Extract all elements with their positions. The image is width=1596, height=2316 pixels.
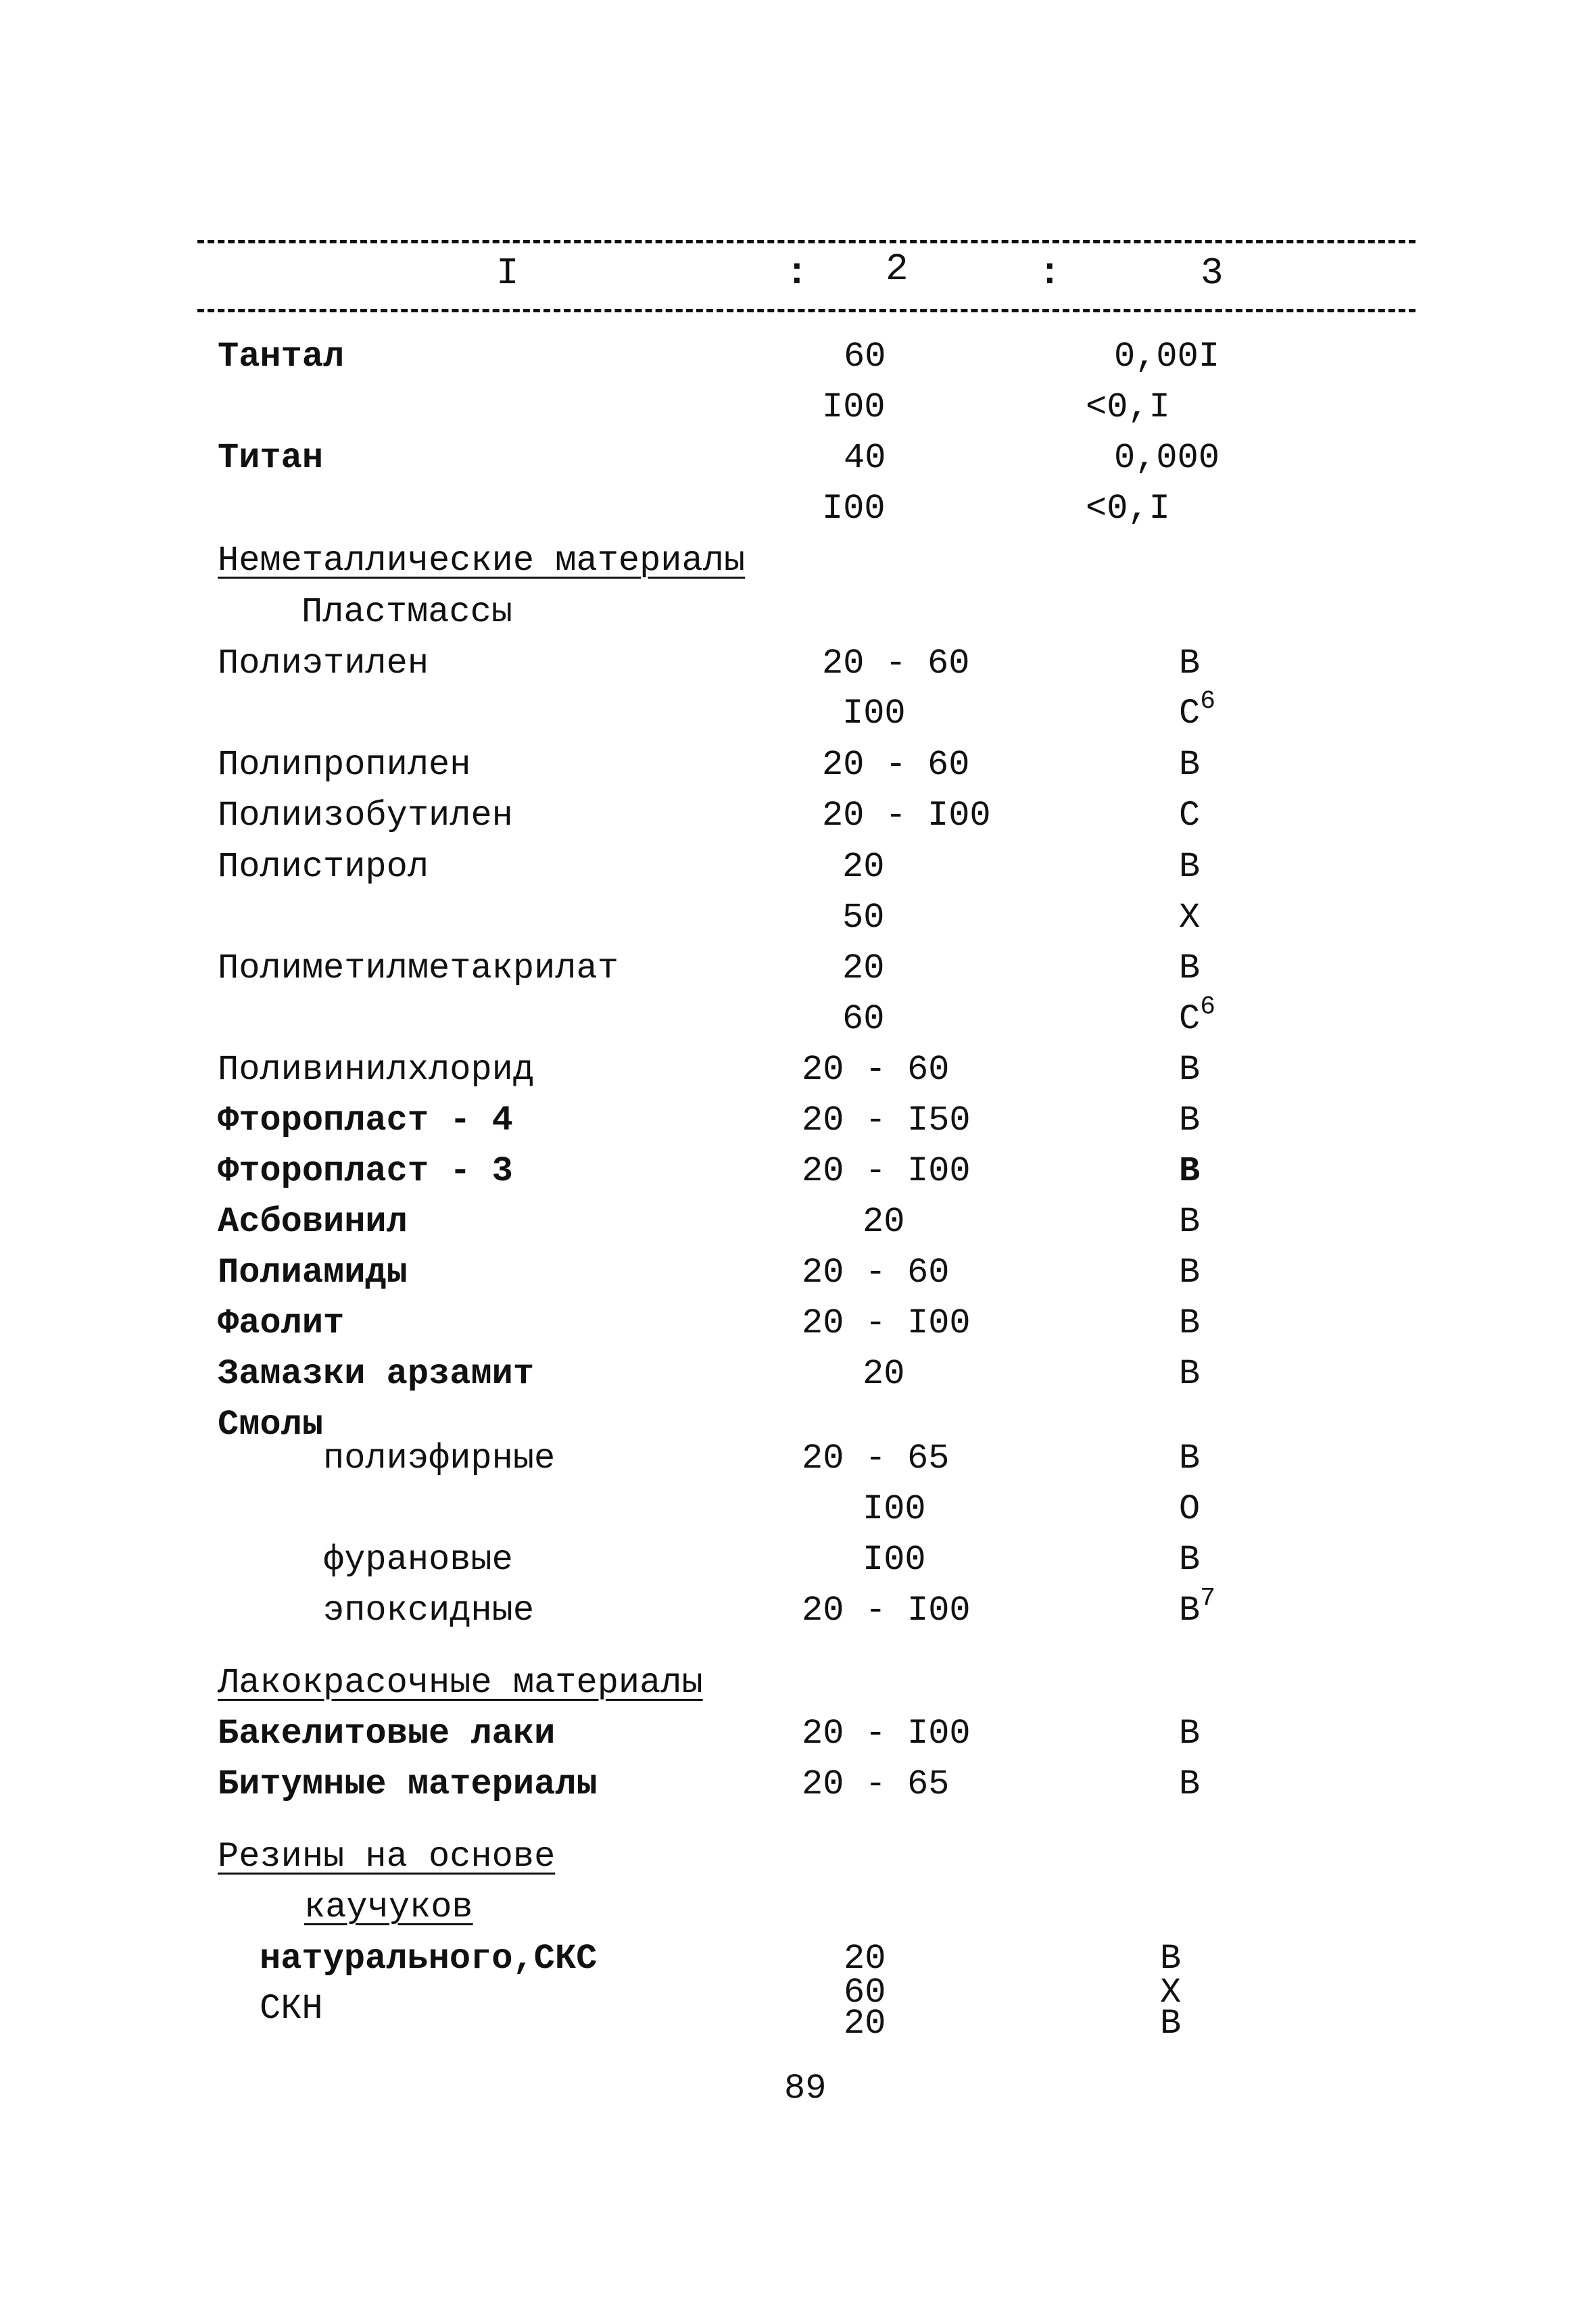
material-name: фурановые	[323, 1540, 513, 1580]
header-top-rule	[197, 240, 1416, 243]
table-row	[0, 381, 1596, 435]
rating: X	[1179, 898, 1201, 938]
rating: B	[1179, 1151, 1201, 1191]
table-row	[0, 1195, 1596, 1249]
section-title: Неметаллические материалы	[218, 541, 746, 581]
section-title: Лакокрасочные материалы	[218, 1663, 703, 1703]
subsection-title: Пластмассы	[301, 592, 513, 632]
table-row	[0, 637, 1596, 691]
header-col1: I	[496, 251, 519, 295]
material-name: Битумные материалы	[218, 1764, 598, 1804]
rating: O	[1179, 1489, 1201, 1529]
rating: 0,000	[1114, 438, 1220, 478]
temperature: 20 - I00	[822, 796, 991, 836]
temperature: 60	[844, 337, 886, 377]
material-name: Полиэтилен	[218, 644, 429, 683]
temperature: 20 - I00	[802, 1303, 971, 1343]
material-name: Полиизобутилен	[218, 796, 513, 836]
table-row	[0, 482, 1596, 536]
table-row	[0, 789, 1596, 843]
material-name: Полиметилметакрилат	[218, 948, 619, 988]
section-heading	[0, 534, 1596, 588]
footnote-mark: 6	[1200, 992, 1216, 1021]
temperature: 60	[844, 1973, 886, 2012]
page-number: 89	[784, 2069, 827, 2108]
rating: B	[1179, 1439, 1201, 1478]
table-row	[0, 687, 1596, 741]
footnote-mark: 7	[1200, 1584, 1216, 1613]
section-heading	[0, 1656, 1596, 1710]
temperature: 20	[842, 847, 885, 887]
table-row	[0, 840, 1596, 894]
header-col3: 3	[1201, 251, 1224, 295]
section-title: Резины на основе	[218, 1837, 556, 1877]
table-row	[0, 330, 1596, 384]
table-row	[0, 1758, 1596, 1812]
material-name: Асбовинил	[218, 1202, 408, 1242]
section-title: каучуков	[304, 1887, 473, 1927]
table-row	[0, 1144, 1596, 1199]
rating: <0,I	[1086, 387, 1170, 427]
temperature: 20 - I00	[802, 1591, 971, 1631]
material-name: Замазки арзамит	[218, 1354, 535, 1394]
rating: B	[1160, 1939, 1182, 1979]
rating-letter: B	[1179, 1591, 1201, 1631]
temperature: 40	[844, 438, 886, 478]
rating: B	[1179, 948, 1201, 988]
temperature: I00	[842, 694, 906, 733]
material-name: Полипропилен	[218, 745, 471, 785]
material-name: Бакелитовые лаки	[218, 1714, 556, 1754]
header-bottom-rule	[197, 309, 1416, 312]
temperature: 20 - I00	[802, 1151, 971, 1191]
material-name: Фторопласт - 4	[218, 1101, 513, 1140]
rating: B	[1160, 2004, 1182, 2044]
temperature: 60	[842, 999, 885, 1039]
material-name: СКН	[260, 1989, 323, 2029]
section-heading	[0, 1881, 1596, 1935]
table-row	[0, 738, 1596, 792]
temperature: I00	[822, 489, 886, 529]
table-row	[0, 1094, 1596, 1148]
material-name: Полиамиды	[218, 1253, 408, 1293]
material-name: Фторопласт - 3	[218, 1151, 513, 1191]
table-row	[0, 1932, 1596, 1986]
section-heading	[0, 1830, 1596, 1884]
rating: B	[1179, 745, 1201, 785]
temperature: 20	[863, 1202, 905, 1242]
material-name: Смолы	[218, 1405, 324, 1445]
temperature: 20 - I00	[802, 1714, 971, 1754]
footnote-mark: 6	[1200, 687, 1216, 716]
table-row	[0, 942, 1596, 996]
temperature: 20 - 60	[802, 1253, 950, 1293]
temperature: 20	[863, 1354, 905, 1394]
rating: B	[1179, 1303, 1201, 1343]
temperature: 20 - 60	[802, 1050, 950, 1090]
temperature: 20	[842, 948, 885, 988]
temperature: I00	[863, 1540, 926, 1580]
rating	[1179, 687, 1215, 741]
table-row	[0, 891, 1596, 945]
temperature: I00	[822, 387, 886, 427]
rating	[1179, 1584, 1215, 1638]
material-name: Титан	[218, 438, 324, 478]
rating: B	[1179, 1540, 1201, 1580]
temperature: 20 - 65	[802, 1764, 950, 1804]
material-name: эпоксидные	[323, 1591, 535, 1631]
rating: B	[1179, 1354, 1201, 1394]
table-row	[0, 1533, 1596, 1587]
material-name: Фаолит	[218, 1303, 345, 1343]
rating: B	[1179, 847, 1201, 887]
rating: B	[1179, 1764, 1201, 1804]
table-row	[0, 1297, 1596, 1351]
rating	[1179, 992, 1215, 1046]
rating: 0,00I	[1114, 337, 1220, 377]
table-row	[0, 1246, 1596, 1300]
header-sep-1: :	[785, 251, 808, 295]
temperature: I00	[863, 1489, 926, 1529]
rating: C	[1179, 796, 1201, 836]
temperature: 20	[844, 1939, 886, 1979]
rating-letter: C	[1179, 999, 1201, 1039]
rating: B	[1179, 644, 1201, 683]
rating: B	[1179, 1050, 1201, 1090]
table-row	[0, 1482, 1596, 1537]
table-row	[0, 1432, 1596, 1486]
rating: X	[1160, 1973, 1182, 2012]
rating: B	[1179, 1101, 1201, 1140]
material-name: Поливинилхлорид	[218, 1050, 535, 1090]
rating-letter: C	[1179, 694, 1201, 733]
header-col2: 2	[886, 247, 909, 291]
table-row	[0, 1347, 1596, 1401]
rating: B	[1179, 1253, 1201, 1293]
material-name: Полистирол	[218, 847, 429, 887]
temperature: 20 - 60	[822, 745, 970, 785]
temperature: 20	[844, 2004, 886, 2044]
material-name: Тантал	[218, 337, 345, 377]
rating: B	[1179, 1202, 1201, 1242]
rating: B	[1179, 1714, 1201, 1754]
material-name: полиэфирные	[323, 1439, 556, 1478]
rating: <0,I	[1086, 489, 1170, 529]
table-row	[0, 1584, 1596, 1638]
table-row	[0, 431, 1596, 485]
subsection-heading	[0, 585, 1596, 640]
material-name: натурального,СКС	[260, 1939, 598, 1979]
temperature: 20 - I50	[802, 1101, 971, 1140]
header-sep-2: :	[1038, 251, 1061, 295]
table-row	[0, 1707, 1596, 1761]
temperature: 50	[842, 898, 885, 938]
table-row	[0, 1043, 1596, 1097]
table-row	[0, 992, 1596, 1046]
temperature: 20 - 60	[822, 644, 970, 683]
temperature: 20 - 65	[802, 1439, 950, 1478]
table-row	[0, 2001, 1596, 2055]
